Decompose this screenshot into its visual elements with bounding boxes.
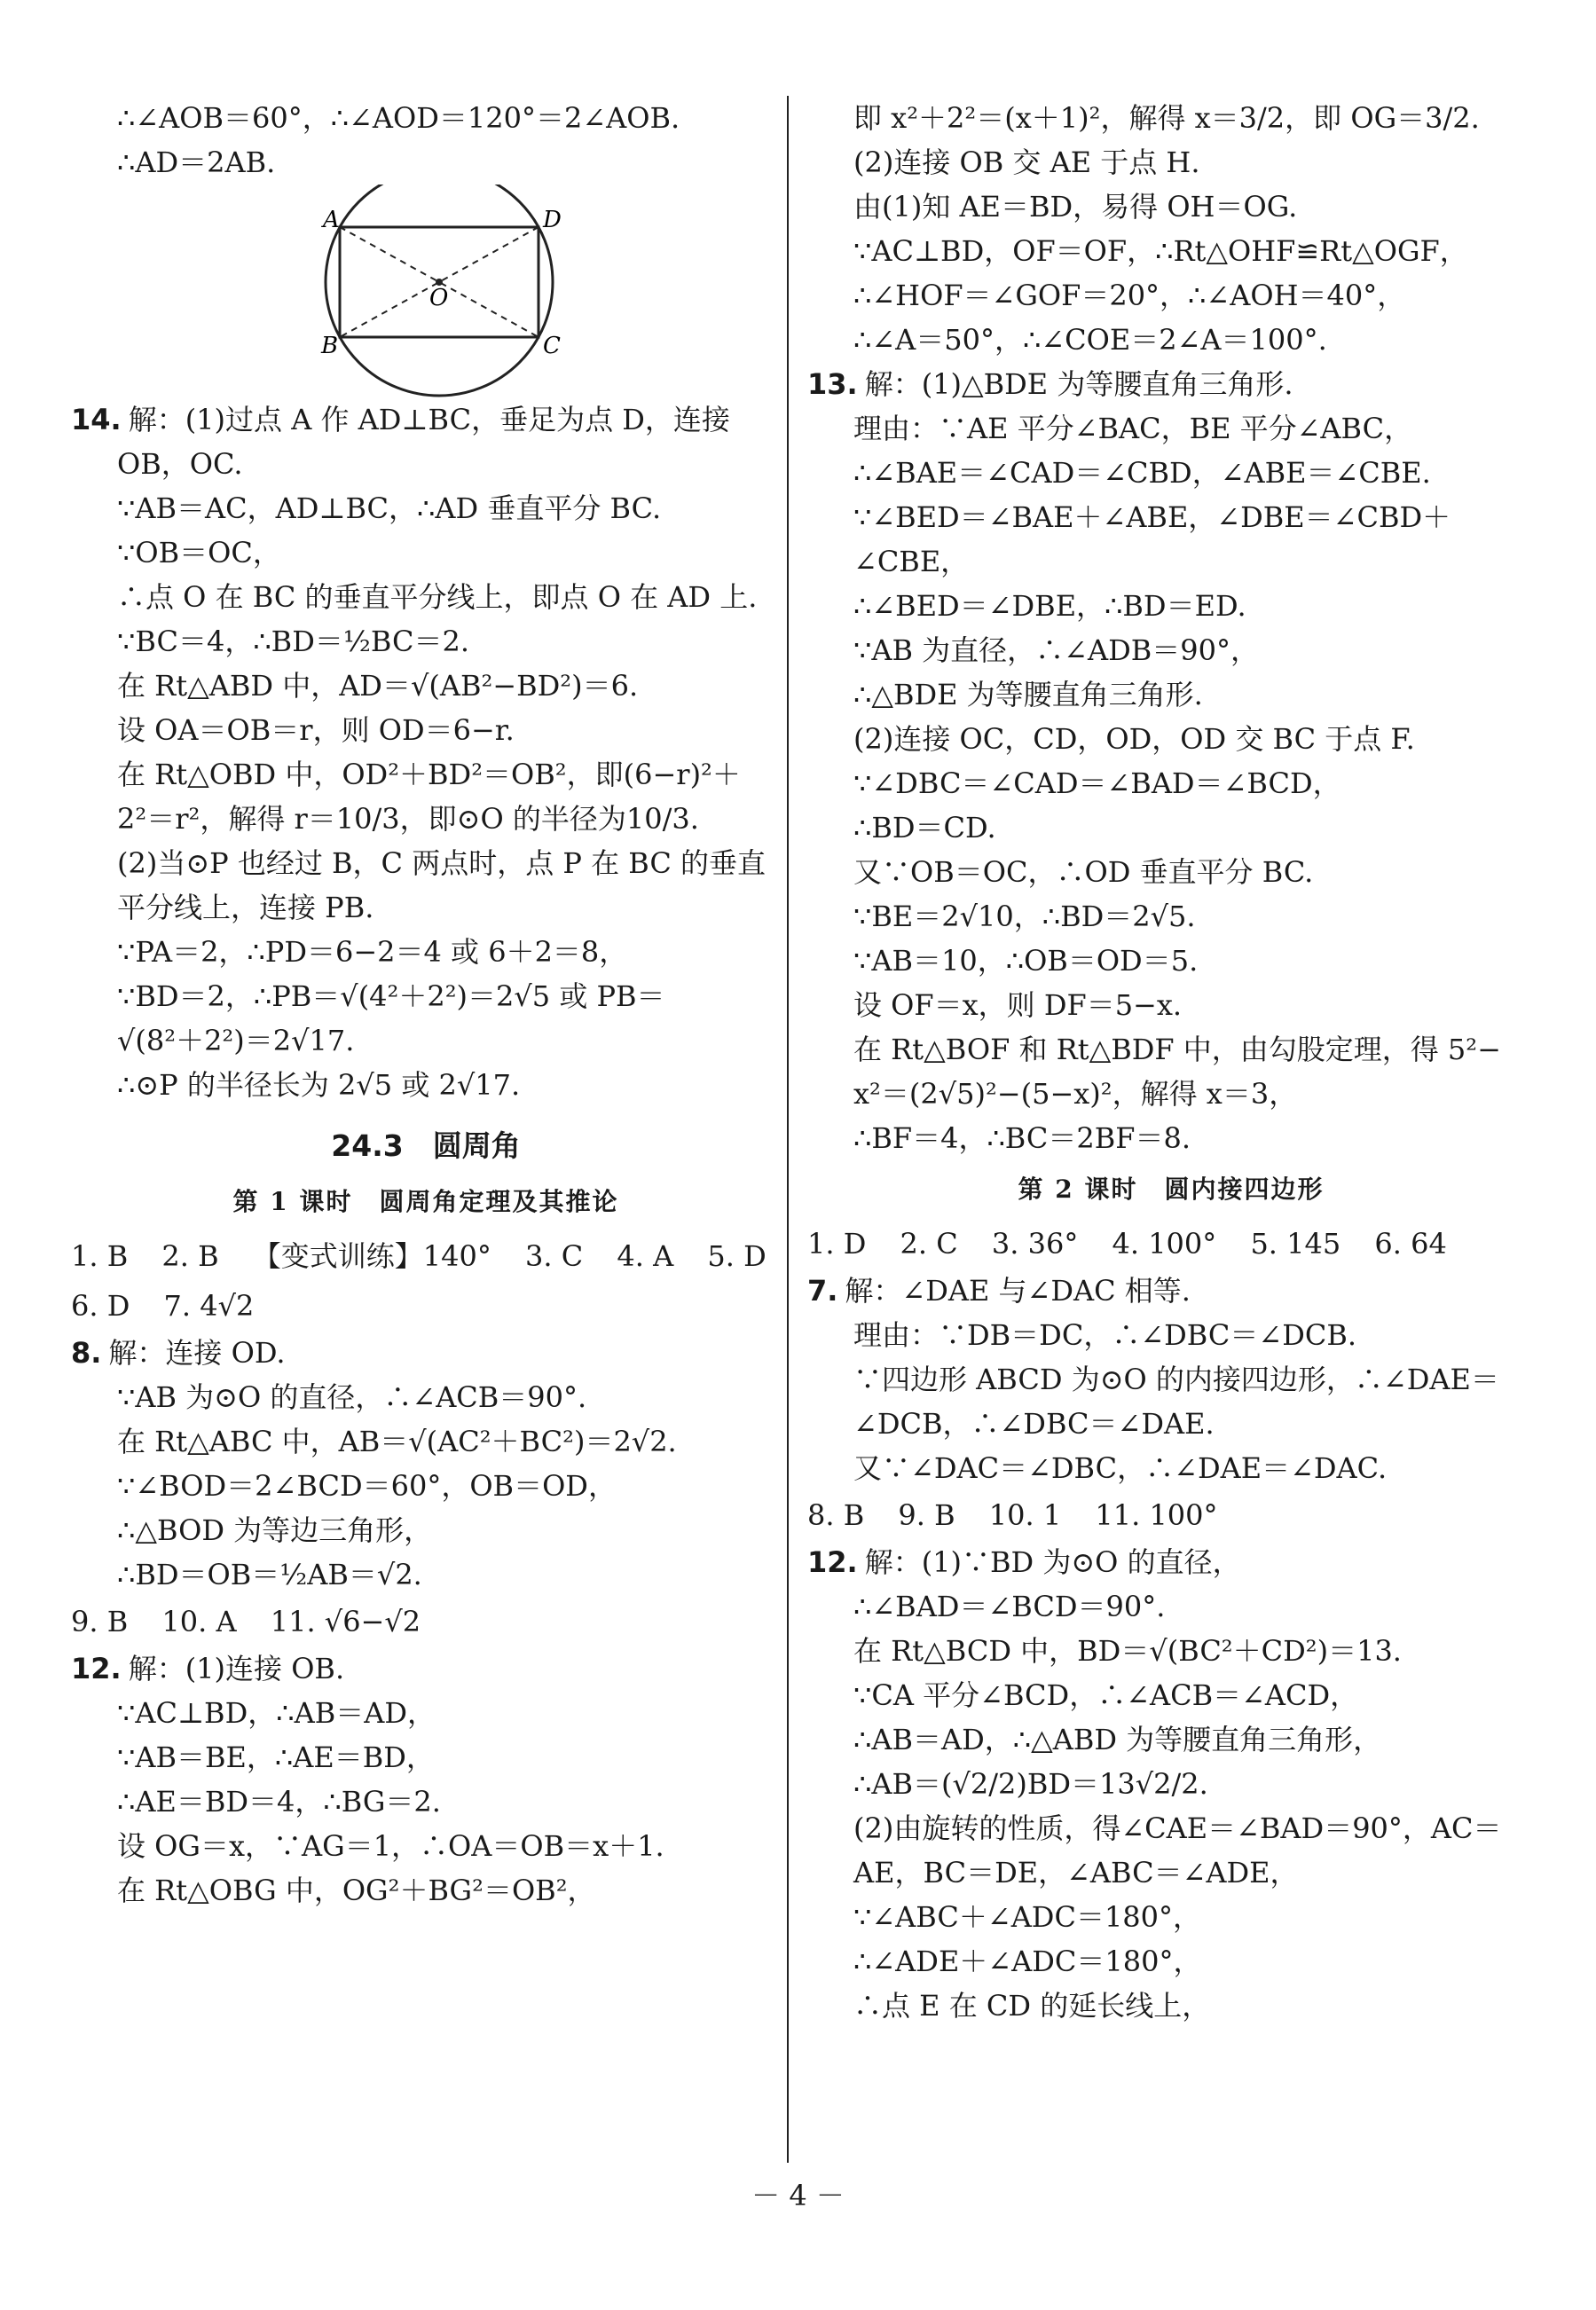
text-line: AE，BC＝DE，∠ABC＝∠ADE， — [853, 1856, 1299, 1890]
question-number: 12. — [71, 1652, 122, 1685]
text-line: 在 Rt△BCD 中，BD＝√(BC²＋CD²)＝13. — [853, 1634, 1402, 1668]
text-line: ∵CA 平分∠BCD，∴∠ACB＝∠ACD， — [853, 1678, 1359, 1712]
text-line: ∴∠BED＝∠DBE，∴BD＝ED. — [853, 589, 1246, 623]
answer-item: 9. B — [71, 1605, 129, 1638]
page-number: － 4 － — [751, 2179, 845, 2212]
text-line: 解：(1)过点 A 作 AD⊥BC，垂足为点 D，连接 — [128, 403, 730, 436]
question-12-line — [71, 1646, 781, 1691]
text-line: √(8²＋2²)＝2√17. — [117, 1024, 355, 1057]
text-line: 2²＝r²，解得 r＝10/3，即⊙O 的半径为10/3. — [117, 802, 699, 836]
column-divider — [787, 96, 789, 2163]
text-line: ∵AC⊥BD，OF＝OF，∴Rt△OHF≌Rt△OGF， — [853, 234, 1468, 268]
label-c: C — [543, 333, 561, 359]
text-line: ∴点 E 在 CD 的延长线上， — [853, 1989, 1211, 2023]
question-number: 14. — [71, 403, 122, 436]
text-line: ∴BF＝4，∴BC＝2BF＝8. — [853, 1121, 1191, 1155]
text-line: (2)连接 OB 交 AE 于点 H. — [853, 145, 1200, 179]
question-number: 7. — [807, 1274, 838, 1308]
answer-item: 9. B — [898, 1498, 955, 1532]
text-line: 平分线上，连接 PB. — [117, 891, 374, 924]
text-line: ∴BD＝CD. — [853, 811, 996, 845]
text-line: ∵AB＝BE，∴AE＝BD， — [117, 1740, 435, 1774]
answer-row — [807, 1490, 1535, 1540]
text-line: ∵∠ABC＋∠ADC＝180°， — [853, 1900, 1202, 1934]
question-number: 12. — [807, 1545, 858, 1579]
text-line: ∵OB＝OC， — [117, 536, 281, 570]
answer-row — [71, 1597, 781, 1646]
text-line: ∵四边形 ABCD 为⊙O 的内接四边形，∴∠DAE＝ — [853, 1363, 1499, 1396]
text-line: ∵∠BOD＝2∠BCD＝60°，OB＝OD， — [117, 1469, 617, 1503]
text-line: ∴∠AOB＝60°，∴∠AOD＝120°＝2∠AOB. — [117, 101, 680, 135]
text-line: 在 Rt△BOF 和 Rt△BDF 中，由勾股定理，得 5²− — [853, 1033, 1501, 1066]
answer-item: 10. A — [161, 1605, 237, 1638]
text-line: OB，OC. — [117, 447, 243, 481]
text-line: (2)连接 OC，CD，OD，OD 交 BC 于点 F. — [853, 722, 1415, 756]
answer-item: 10. 1 — [988, 1498, 1062, 1532]
question-8-line — [71, 1331, 781, 1375]
text-line: 解：∠DAE 与∠DAC 相等. — [845, 1274, 1191, 1308]
section-title: 24.3 圆周角 — [331, 1128, 521, 1163]
text-line: ∵∠BED＝∠BAE＋∠ABE，∠DBE＝∠CBD＋ — [853, 500, 1451, 534]
text-line: (2)由旋转的性质，得∠CAE＝∠BAD＝90°，AC＝ — [853, 1811, 1502, 1845]
text-line: ∴∠BAE＝∠CAD＝∠CBD，∠ABE＝∠CBE. — [853, 456, 1431, 490]
label-a: A — [323, 207, 340, 233]
text-line: ∴∠HOF＝∠GOF＝20°，∴∠AOH＝40°， — [853, 279, 1406, 312]
question-number: 8. — [71, 1336, 102, 1370]
text-line: 在 Rt△ABD 中，AD＝√(AB²−BD²)＝6. — [117, 669, 639, 703]
text-line: ∵BE＝2√10，∴BD＝2√5. — [853, 900, 1196, 933]
text-line: 在 Rt△OBG 中，OG²＋BG²＝OB²， — [117, 1874, 596, 1907]
text-line: ∴∠ADE＋∠ADC＝180°， — [853, 1945, 1202, 1978]
answer-row — [71, 1231, 781, 1281]
answer-item: 6. 64 — [1374, 1227, 1447, 1261]
answer-item: 4. 100° — [1112, 1227, 1217, 1261]
text-line: ∴点 O 在 BC 的垂直平分线上，即点 O 在 AD 上. — [117, 580, 758, 614]
text-line: ∵AB 为直径，∴∠ADB＝90°， — [853, 633, 1259, 667]
text-line: ∴AD＝2AB. — [117, 145, 276, 179]
text-line: ∵∠DBC＝∠CAD＝∠BAD＝∠BCD， — [853, 766, 1341, 800]
question-number: 13. — [807, 367, 858, 401]
text-line: 解：(1)连接 OB. — [128, 1652, 345, 1685]
lesson-title: 第 1 课时 圆周角定理及其推论 — [232, 1187, 619, 1216]
text-line: ∴AB＝(√2/2)BD＝13√2/2. — [853, 1767, 1208, 1801]
answer-item: 11. √6−√2 — [270, 1605, 421, 1638]
label-o: O — [429, 285, 449, 311]
label-b: B — [321, 333, 339, 359]
text-line: ∠CBE， — [853, 545, 970, 578]
text-line: ∵AB＝10，∴OB＝OD＝5. — [853, 944, 1199, 978]
question-7-line — [807, 1269, 1535, 1313]
answer-item: 11. 100° — [1095, 1498, 1218, 1532]
text-line: 设 OF＝x，则 DF＝5−x. — [853, 988, 1183, 1022]
answer-item: 8. B — [807, 1498, 865, 1532]
text-line: ∴△BDE 为等腰直角三角形. — [853, 678, 1203, 711]
text-line: 解：(1)△BDE 为等腰直角三角形. — [864, 367, 1293, 401]
answer-item: 1. B — [71, 1239, 129, 1273]
text-line: 设 OG＝x，∵AG＝1，∴OA＝OB＝x＋1. — [117, 1829, 664, 1863]
text-line: ∴∠BAD＝∠BCD＝90°. — [853, 1590, 1166, 1623]
question-14-line — [71, 397, 781, 442]
answer-item: 3. C — [525, 1239, 584, 1273]
answer-item: 1. D — [807, 1227, 867, 1261]
lesson-title: 第 2 课时 圆内接四边形 — [1018, 1175, 1325, 1204]
text-line: 解：连接 OD. — [108, 1336, 286, 1370]
text-line: ∵BD＝2，∴PB＝√(4²＋2²)＝2√5 或 PB＝ — [117, 979, 665, 1013]
text-line: ∴AE＝BD＝4，∴BG＝2. — [117, 1785, 441, 1819]
text-line: 在 Rt△ABC 中，AB＝√(AC²＋BC²)＝2√2. — [117, 1425, 677, 1458]
text-line: ∵PA＝2，∴PD＝6−2＝4 或 6＋2＝8， — [117, 935, 628, 969]
answer-item: 7. 4√2 — [163, 1289, 255, 1323]
text-line: x²＝(2√5)²−(5−x)²，解得 x＝3， — [853, 1077, 1298, 1111]
text-line: 又∵OB＝OC，∴OD 垂直平分 BC. — [853, 855, 1314, 889]
text-line: ∴⊙P 的半径长为 2√5 或 2√17. — [117, 1068, 521, 1102]
text-line: ∴BD＝OB＝½AB＝√2. — [117, 1558, 422, 1591]
right-column — [807, 96, 1535, 2028]
text-line: 由(1)知 AE＝BD，易得 OH＝OG. — [853, 190, 1298, 224]
text-line: 理由：∵DB＝DC，∴∠DBC＝∠DCB. — [853, 1318, 1357, 1352]
answer-row — [71, 1281, 781, 1331]
answer-item: 2. C — [900, 1227, 958, 1261]
circle-rectangle-figure — [71, 185, 781, 397]
text-line: 即 x²＋2²＝(x＋1)²，解得 x＝3/2，即 OG＝3/2. — [853, 101, 1480, 135]
geometry-diagram — [71, 185, 781, 397]
left-column — [71, 96, 781, 1913]
text-line: ∠DCB，∴∠DBC＝∠DAE. — [853, 1407, 1215, 1441]
answer-item: 6. D — [71, 1289, 130, 1323]
answer-item: 3. 36° — [991, 1227, 1079, 1261]
answer-item: 2. B — [161, 1239, 219, 1273]
answer-item: 4. A — [617, 1239, 674, 1273]
text-line: ∴△BOD 为等边三角形， — [117, 1513, 433, 1547]
text-line: 在 Rt△OBD 中，OD²＋BD²＝OB²，即(6−r)²＋ — [117, 758, 741, 791]
text-line: (2)当⊙P 也经过 B，C 两点时，点 P 在 BC 的垂直 — [117, 846, 767, 880]
text-line: ∴AB＝AD，∴△ABD 为等腰直角三角形， — [853, 1723, 1382, 1756]
text-line: 又∵∠DAC＝∠DBC，∴∠DAE＝∠DAC. — [853, 1451, 1388, 1485]
text-line: ∵AB＝AC，AD⊥BC，∴AD 垂直平分 BC. — [117, 491, 662, 525]
question-13-line — [807, 362, 1535, 406]
text-line: ∵BC＝4，∴BD＝½BC＝2. — [117, 625, 469, 658]
text-line: 解：(1)∵BD 为⊙O 的直径， — [864, 1545, 1241, 1579]
text-line: 理由：∵AE 平分∠BAC，BE 平分∠ABC， — [853, 412, 1413, 445]
text-line: ∵AB 为⊙O 的直径，∴∠ACB＝90°. — [117, 1380, 587, 1414]
label-d: D — [543, 207, 562, 233]
text-line: ∵AC⊥BD，∴AB＝AD， — [117, 1696, 436, 1730]
answer-item: 5. D — [707, 1239, 767, 1273]
question-12b-line — [807, 1540, 1535, 1584]
answer-item: 5. 145 — [1250, 1227, 1341, 1261]
text-line: ∴∠A＝50°，∴∠COE＝2∠A＝100°. — [853, 323, 1327, 357]
answer-item: 【变式训练】140° — [252, 1239, 491, 1273]
text-line: 设 OA＝OB＝r，则 OD＝6−r. — [117, 713, 515, 747]
answer-row — [807, 1219, 1535, 1269]
